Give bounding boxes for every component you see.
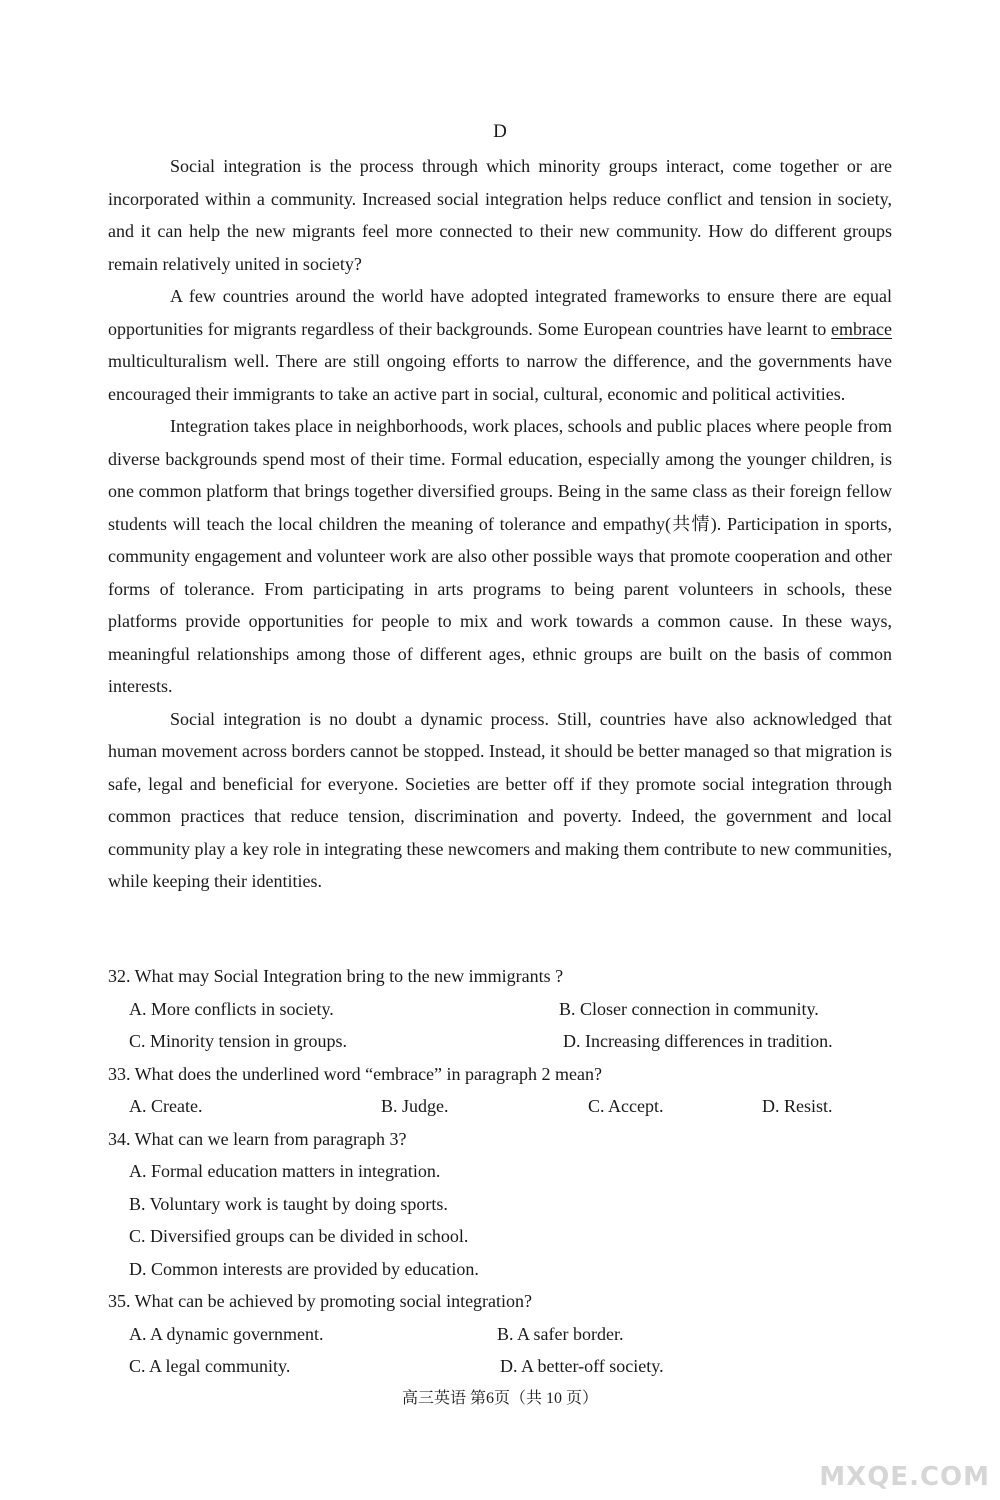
question-33-option-b: B. Judge. (381, 1096, 449, 1116)
question-35-options-row-1 (108, 1318, 892, 1351)
question-35-option-d: D. A better-off society. (500, 1356, 664, 1376)
question-33-stem: 33. What does the underlined word “embrace” in paragraph 2 mean? (108, 1063, 602, 1084)
paragraph-4: Social integration is no doubt a dynamic process. Still, countries have also acknowledged that human movement across borders cannot be stopped. Instead, it should be better managed so that migration is safe, legal and beneficial for everyone. Societies are better off if they promote social integration through common practices that reduce tension, discrimination and poverty. Indeed, the government and local community play a key role in integrating these newcomers and making them contribute to new communities, while keeping their identities. (108, 708, 892, 891)
question-34-stem: 34. What can we learn from paragraph 3? (108, 1128, 407, 1149)
question-32-option-b: B. Closer connection in community. (559, 998, 819, 1019)
paragraph-2-text-start: A few countries around the world have adopted integrated frameworks to ensure there are equal opportunities for migrants regardless of their backgrounds. Some European countries have learnt to (108, 286, 892, 339)
question-33-option-d: D. Resist. (762, 1096, 833, 1116)
question-32-options-row-2 (108, 1025, 892, 1058)
question-32-option-c: C. Minority tension in groups. (129, 1031, 348, 1051)
paragraph-3: Integration takes place in neighborhoods, work places, schools and public places where people from diverse backgrounds spend most of their time. Formal education, especially among the younger children, is one common platform that brings together diversified groups. Being in the same class as their foreign fellow students will teach the local children the meaning of tolerance and empathy(共情). Participation in sports, community engagement and volunteer work are also other possible ways that promote cooperation and other forms of tolerance. From participating in arts programs to being parent volunteers in schools, these platforms provide opportunities for people to mix and work towards a common cause. In these ways, meaningful relationships among those of different ages, ethnic groups are built on the basis of common interests. (108, 416, 892, 696)
site-watermark: MXQE.COM (819, 1462, 990, 1492)
page-footer: 高三英语 第6页（共 10 页） (401, 1390, 598, 1407)
question-32-option-a: A. More conflicts in society. (129, 998, 334, 1019)
question-34-option-b: B. Voluntary work is taught by doing sports. (129, 1193, 448, 1214)
question-34-option-d: D. Common interests are provided by education. (129, 1258, 479, 1279)
section-heading: D (493, 121, 507, 142)
question-32-option-d: D. Increasing differences in tradition. (563, 1031, 833, 1051)
question-35-stem: 35. What can be achieved by promoting social integration? (108, 1291, 533, 1311)
question-32-options-row-1 (108, 993, 892, 1026)
question-35-option-c: C. A legal community. (129, 1356, 291, 1376)
paragraph-1: Social integration is the process through which minority groups interact, come together or are incorporated within a community. Increased social integration helps reduce conflict and tension in society, and it can help the new migrants feel more connected to their new community. How do different groups remain relatively united in society? (108, 156, 892, 274)
question-33-option-c: C. Accept. (588, 1096, 664, 1116)
question-35-options-row-2 (108, 1350, 892, 1383)
question-35-option-a: A. A dynamic government. (129, 1323, 324, 1344)
question-33-options-row (108, 1090, 892, 1123)
question-35-option-b: B. A safer border. (497, 1323, 624, 1344)
underlined-word: embrace (831, 318, 892, 339)
paragraph-2 (108, 280, 892, 410)
reading-passage (108, 150, 892, 898)
question-32-stem: 32. What may Social Integration bring to the new immigrants ? (108, 966, 564, 986)
question-34-option-c: C. Diversified groups can be divided in school. (129, 1226, 469, 1246)
question-34-option-a: A. Formal education matters in integration. (129, 1161, 441, 1181)
paragraph-2-text-end: multiculturalism well. There are still ongoing efforts to narrow the difference, and the governments have encouraged their immigrants to take an active part in social, cultural, economic and political activities. (108, 351, 892, 404)
question-list (108, 960, 892, 1383)
question-33-option-a: A. Create. (129, 1096, 203, 1116)
question-34-options (108, 1155, 892, 1285)
